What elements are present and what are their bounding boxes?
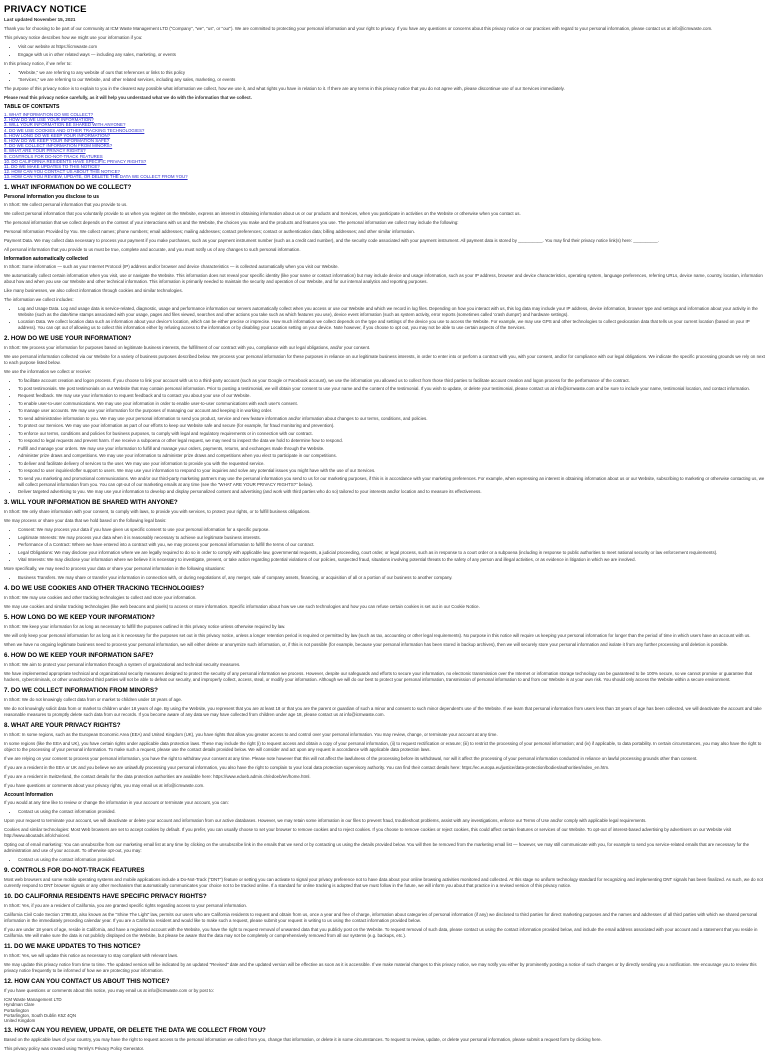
list-item: • "Services," we are referring to our Website, and other related services, including any sales, marketing, or events [18, 77, 766, 83]
subsection-heading: Personal information you disclose to us [4, 193, 100, 200]
intro-paragraph: The purpose of this privacy notice is to explain to you in the clearest way possible what information we collect, how we use it, and what rights you have in relation to it. If there are any terms in this privacy notice that you do not agree with, please discontinue use of our Services immediately. [4, 86, 565, 91]
list-item: • Performance of a Contract: Where we have entered into a contract with you, we may process your personal information to fulfill the terms of our contract. [18, 542, 766, 548]
paragraph: We automatically collect certain information when you visit, use or navigate the Website. This information does not reveal your specific identity (like your name or contact information) but may include device and usage information, such as your IP address, browser and device characteristics, operating system, language preferences, referring URLs, device name, country, location, information about how and when you use our Website and other technical information. This information is primarily needed to maintain the security and operation of our Website, and for our internal analytics and reporting purposes. [4, 272, 763, 284]
toc-link[interactable]: 6. HOW DO WE KEEP YOUR INFORMATION SAFE? [4, 138, 110, 144]
section-heading: 3. WILL YOUR INFORMATION BE SHARED WITH ANYONE? [4, 499, 178, 507]
address-line: Portarlington [4, 1007, 29, 1013]
toc-link[interactable]: 8. WHAT ARE YOUR PRIVACY RIGHTS? [4, 148, 86, 154]
paragraph: In Short: We keep your information for as long as necessary to fulfill the purposes outlined in this privacy notice unless otherwise required by law. [4, 624, 286, 630]
section-heading: 11. DO WE MAKE UPDATES TO THIS NOTICE? [4, 943, 141, 951]
section-heading: 5. HOW LONG DO WE KEEP YOUR INFORMATION? [4, 614, 155, 622]
toc-link[interactable]: 3. WILL YOUR INFORMATION BE SHARED WITH ANYONE? [4, 122, 126, 128]
paragraph: In Short: In some regions, such as the European Economic Area (EEA) and United Kingdom (UK), you have rights that allow you greater access to and control over your personal information. You may review, change, or terminate your account at any time. [4, 732, 498, 738]
list-item: • Legal Obligations: We may disclose your information where we are legally required to do so in order to comply with applicable law, governmental requests, a judicial proceeding, court order, or legal process, such as in response to a court order or a subpoena (including in response to public authorities to meet national security or law enforcement requirements). [18, 550, 766, 556]
paragraph: This privacy policy was created using Termly's Privacy Policy Generator. [4, 1046, 145, 1052]
paragraph: California Civil Code Section 1798.83, also known as the "Shine The Light" law, permits our users who are California residents to request and obtain from us, once a year and free of charge, information about categories of personal information (if any) we disclosed to third parties for direct marketing purposes and the names and addresses of all third parties with which we shared personal information in the immediately preceding calendar year. If you are a California resident and would like to make such a request, please submit your request in writing to us using the contact information provided below. [4, 912, 758, 924]
list-item: • Engage with us in other related ways — including any sales, marketing, or events [18, 52, 766, 58]
subsection-heading: Information automatically collected [4, 255, 88, 262]
toc-link[interactable]: 10. DO CALIFORNIA RESIDENTS HAVE SPECIFIC PRIVACY RIGHTS? [4, 158, 147, 164]
paragraph: All personal information that you provide to us must be true, complete and accurate, and you must notify us of any changes to such personal information. [4, 246, 301, 252]
paragraph: We may use cookies and similar tracking technologies (like web beacons and pixels) to access or store information. Specific information about how we use such technologies and how you can refuse certain cookies is set out in our Cookie Notice. [4, 604, 480, 610]
paragraph: We do not knowingly solicit data from or market to children under 18 years of age. By using the Website, you represent that you are at least 18 or that you are the parent or guardian of such a minor and consent to such minor dependent's use of the Website. If we learn that personal information from users less than 18 years of age has been collected, we will deactivate the account and take reasonable measures to promptly delete such data from our records. If you become aware of any data we may have collected from children under age 18, please contact us at info@icmwaste.com. [4, 706, 762, 718]
list-item: • Legitimate Interests: We may process your data when it is reasonably necessary to achieve our legitimate business interests. [18, 535, 766, 541]
section-heading: 9. CONTROLS FOR DO-NOT-TRACK FEATURES [4, 867, 145, 875]
intro-paragraph: This privacy notice describes how we might use your information if you: [4, 35, 143, 40]
paragraph: Opting out of email marketing: You can unsubscribe from our marketing email list at any time by clicking on the unsubscribe link in the emails that we send or by contacting us using the details provided below. You will then be removed from the marketing email list — however, we may still communicate with you, for example to send you service-related emails that are necessary for the administration and use of your account. To otherwise opt-out, you may: [4, 842, 750, 854]
list-item: • To enable user-to-user communications. We may use your information in order to enable user-to-user communications with each user's consent. [18, 401, 766, 407]
list-item: • Administer prize draws and competitions. We may use your information to administer prize draws and competitions when you elect to participate in our competitions. [18, 453, 766, 459]
list-item: • To deliver and facilitate delivery of services to the user. We may use your information to provide you with the requested service. [18, 461, 766, 467]
section-list [4, 575, 766, 581]
paragraph: In Short: We only share information with your consent, to comply with laws, to provide you with services, to protect your rights, or to fulfill business obligations. [4, 509, 311, 515]
list-item: • Consent: We may process your data if you have given us specific consent to use your personal information for a specific purpose. [18, 527, 766, 533]
list-item: • Deliver targeted advertising to you. We may use your information to develop and display personalized content and advertising (and work with third parties who do so) tailored to your interests and/or location and to measure its effectiveness. [18, 489, 766, 495]
paragraph: We will only keep your personal information for as long as it is necessary for the purposes set out in this privacy notice, unless a longer retention period is required or permitted by law (such as tax, accounting or other legal requirements). No purpose in this notice will require us keeping your personal information for longer than the period of time in which users have an account with us. [4, 633, 751, 639]
toc-link[interactable]: 2. HOW DO WE USE YOUR INFORMATION? [4, 117, 94, 123]
paragraph: We use the information we collect or receive: [4, 369, 92, 375]
address-line: Portarlington, South Dublin K5Z 4QN [4, 1012, 76, 1018]
paragraph: Payment Data. We may collect data necessary to process your payment if you make purchases, such as your payment instrument number (such as a credit card number), and the security code associated with your payment instrument. All payment data is stored by __________. You may find their privacy notice link(s) here: __________. [4, 237, 659, 243]
paragraph: We may update this privacy notice from time to time. The updated version will be indicated by an updated "Revised" date and the updated version will be effective as soon as it is accessible. If we make material changes to this privacy notice, we may notify you either by prominently posting a notice of such changes or by directly sending you a notification. We encourage you to review this privacy notice frequently to be informed of how we are protecting your information. [4, 962, 757, 974]
intro-paragraph: Thank you for choosing to be part of our community at ICM Waste Management LTD ("Company", "we", "us", or "our"). We are committed to protecting your personal information and your right to privacy. If you have any questions or concerns about this privacy notice or our practices with regard to your personal information, please contact us at info@icmwaste.com. [4, 26, 713, 31]
intro-list [4, 44, 766, 58]
paragraph: In Short: We process your information for purposes based on legitimate business interests, the fulfillment of our contract with you, compliance with our legal obligations, and/or your consent. [4, 345, 371, 351]
list-item: • Location Data. We collect location data such as information about your device's location, which can be either precise or imprecise. How much information we collect depends on the type and settings of the device you use to access the Website. For example, we may use GPS and other technologies to collect geolocation data that tells us your current location (based on your IP address). You can opt out of allowing us to collect this information either by refusing access to the information or by disabling your Location setting on your device. Note however, if you choose to opt out, you may not be able to use certain aspects of the Services. [18, 319, 766, 331]
paragraph: The personal information that we collect depends on the context of your interactions with us and the Website, the choices you make and the products and features you use. The personal information we collect may include the following: [4, 219, 459, 225]
paragraph: We use personal information collected via our Website for a variety of business purposes described below. We process your personal information for these purposes in reliance on our legitimate business interests, in order to enter into or perform a contract with you, with your consent, and/or for compliance with our legal obligations. We indicate the specific processing grounds we rely on next to each purpose listed below. [4, 354, 765, 366]
section-heading: 4. DO WE USE COOKIES AND OTHER TRACKING TECHNOLOGIES? [4, 585, 205, 593]
paragraph: We have implemented appropriate technical and organizational security measures designed to protect the security of any personal information we process. However, despite our safeguards and efforts to secure your information, no electronic transmission over the Internet or information storage technology can be guaranteed to be 100% secure, so we cannot promise or guarantee that hackers, cybercriminals, or other unauthorized third parties will not be able to defeat our security, and improperly collect, access, steal, or modify your information. Although we will do our best to protect your personal information, transmission of personal information to and from our Website is at your own risk. You should only access the Website within a secure environment. [4, 671, 753, 683]
list-item: • Contact us using the contact information provided. [18, 857, 766, 863]
list-item: • Business Transfers. We may share or transfer your information in connection with, or during negotiations of, any merger, sale of company assets, financing, or acquisition of all or a portion of our business to another company. [18, 575, 766, 581]
list-item: • To send you marketing and promotional communications. We and/or our third-party marketing partners may use the personal information you send to us for our marketing purposes, if this is in accordance with your marketing preferences. For example, when expressing an interest in obtaining information about us or our Website, subscribing to marketing or otherwise contacting us, we will collect personal information from you. You can opt-out of our marketing emails at any time (see the "WHAT ARE YOUR PRIVACY RIGHTS?" below). [18, 476, 766, 488]
list-item: • To post testimonials. We post testimonials on our Website that may contain personal information. Prior to posting a testimonial, we will obtain your consent to use your name and the content of the testimonial. If you wish to update, or delete your testimonial, please contact us at info@icmwaste.com and be sure to include your name, testimonial location, and contact information. [18, 386, 766, 392]
paragraph: In Short: Some information — such as your Internet Protocol (IP) address and/or browser and device characteristics — is collected automatically when you visit our Website. [4, 263, 339, 269]
paragraph: Upon your request to terminate your account, we will deactivate or delete your account and information from our active databases. However, we may retain some information in our files to prevent fraud, troubleshoot problems, assist with any investigations, enforce our Terms of Use and/or comply with applicable legal requirements. [4, 818, 647, 824]
paragraph: The information we collect includes: [4, 296, 74, 302]
address-line: Hyndman Clare [4, 1002, 35, 1008]
intro-list [4, 70, 766, 84]
list-item: • To facilitate account creation and logon process. If you choose to link your account with us to a third-party account (such as your Google or Facebook account), we use the information you allowed us to collect from those third parties to facilitate account creation and logon process for the performance of the contract. [18, 378, 766, 384]
intro-paragraph-bold: Please read this privacy notice carefully, as it will help you understand what we do with the information that we collect. [4, 95, 252, 100]
section-heading: 7. DO WE COLLECT INFORMATION FROM MINORS? [4, 687, 158, 695]
list-item: • To send administrative information to you. We may use your personal information to send you product, service and new feature information and/or information about changes to our terms, conditions, and policies. [18, 416, 766, 422]
paragraph: When we have no ongoing legitimate business need to process your personal information, we will either delete or anonymize such information, or, if this is not possible (for example, because your personal information has been stored in backup archives), then we will securely store your personal information and isolate it from any further processing until deletion is possible. [4, 642, 729, 648]
paragraph: We may process or share your data that we hold based on the following legal basis: [4, 518, 167, 524]
section-list [4, 378, 766, 495]
postal-address [4, 997, 766, 1023]
intro-paragraph: In this privacy notice, if we refer to: [4, 60, 72, 66]
list-item: • Request feedback. We may use your information to request feedback and to contact you about your use of our Website. [18, 393, 766, 399]
list-item: • To protect our Services. We may use your information as part of our efforts to keep our Website safe and secure (for example, for fraud monitoring and prevention). [18, 423, 766, 429]
section-heading: 13. HOW CAN YOU REVIEW, UPDATE, OR DELETE THE DATA WE COLLECT FROM YOU? [4, 1027, 266, 1035]
paragraph: In Short: Yes, if you are a resident of California, you are granted specific rights regarding access to your personal information. [4, 903, 248, 909]
paragraph: If you have questions or comments about your privacy rights, you may email us at info@icmwaste.com. [4, 783, 205, 789]
paragraph: More specifically, we may need to process your data or share your personal information in the following situations: [4, 566, 226, 572]
paragraph: In Short: We aim to protect your personal information through a system of organizational and technical security measures. [4, 662, 241, 668]
paragraph: In Short: We do not knowingly collect data from or market to children under 18 years of age. [4, 697, 183, 703]
paragraph: If you are a resident in the EEA or UK and you believe we are unlawfully processing your personal information, you also have the right to complain to your local data protection supervisory authority. You can find their contact details here: https://ec.europa.eu/justice/data-protection/bodies/authorities/index_en.htm. [4, 765, 610, 771]
last-updated: Last updated November 15, 2021 [4, 17, 76, 22]
list-item: • Log and Usage Data. Log and usage data is service-related, diagnostic, usage and performance information our servers automatically collect when you access or use our Website and which we record in log files. Depending on how you interact with us, this log data may include your IP address, device information, browser type and settings and information about your activity in the Website (such as the date/time stamps associated with your usage, pages and files viewed, searches and other actions you take such as which features you use), device event information (such as system activity, error reports (sometimes called 'crash dumps') and hardware settings). [18, 306, 766, 318]
paragraph: In Short: We collect personal information that you provide to us. [4, 201, 128, 207]
section-heading: 1. WHAT INFORMATION DO WE COLLECT? [4, 183, 132, 191]
paragraph: In Short: Yes, we will update this notice as necessary to stay compliant with relevant laws. [4, 953, 179, 959]
paragraph: Most web browsers and some mobile operating systems and mobile applications include a Do-Not-Track ("DNT") feature or setting you can activate to signal your privacy preference not to have data about your online browsing activities monitored and collected. At this stage no uniform technology standard for recognizing and implementing DNT signals has been finalized. As such, we do not currently respond to DNT browser signals or any other mechanism that automatically communicates your choice not to be tracked online. If a standard for online tracking is adopted that we must follow in the future, we will inform you about that practice in a revised version of this privacy notice. [4, 877, 763, 889]
section-list [4, 527, 766, 563]
list-item: • Visit our website at https://icmwaste.com [18, 44, 766, 50]
toc-link[interactable]: 9. CONTROLS FOR DO-NOT-TRACK FEATURES [4, 153, 103, 159]
paragraph: If you are under 18 years of age, reside in California, and have a registered account with the Website, you have the right to request removal of unwanted data that you publicly post on the Website. To request removal of such data, please contact us using the contact information provided below, and include the email address associated with your account and a statement that you reside in California. We will make sure the data is not publicly displayed on the Website, but please be aware that the data may not be completely or comprehensively removed from all our systems (e.g. backups, etc.). [4, 927, 758, 939]
paragraph: In Short: We may use cookies and other tracking technologies to collect and store your information. [4, 595, 197, 601]
list-item: • To respond to legal requests and prevent harm. If we receive a subpoena or other legal request, we may need to inspect the data we hold to determine how to respond. [18, 438, 766, 444]
paragraph: We collect personal information that you voluntarily provide to us when you register on the Website, express an interest in obtaining information about us or our products and Services, when you participate in activities on the Website or otherwise when you contact us. [4, 210, 521, 216]
paragraph: Based on the applicable laws of your country, you may have the right to request access to the personal information we collect from you, change that information, or delete it in some circumstances. To request to review, update, or delete your personal information, please submit a request form by clicking here. [4, 1037, 602, 1043]
list-item: • Contact us using the contact information provided. [18, 809, 766, 815]
subsection-heading: Account Information [4, 792, 53, 799]
list-item: • To respond to user inquiries/offer support to users. We may use your information to respond to your inquiries and solve any potential issues you might have with the use of our Services. [18, 468, 766, 474]
toc-link[interactable]: 4. DO WE USE COOKIES AND OTHER TRACKING TECHNOLOGIES? [4, 127, 145, 133]
toc-link[interactable]: 13. HOW CAN YOU REVIEW, UPDATE, OR DELETE THE DATA WE COLLECT FROM YOU? [4, 174, 188, 180]
paragraph: If you have questions or comments about this notice, you may email us at info@icmwaste.com or by post to: [4, 988, 214, 994]
page-title: PRIVACY NOTICE [4, 4, 87, 15]
section-heading: 10. DO CALIFORNIA RESIDENTS HAVE SPECIFIC PRIVACY RIGHTS? [4, 893, 207, 901]
paragraph: Cookies and similar technologies: Most Web browsers are set to accept cookies by default. If you prefer, you can usually choose to set your browser to remove cookies and to reject cookies. If you choose to remove cookies or reject cookies, this could affect certain features or services of our Website. To opt-out of interest-based advertising by advertisers on our Website visit http://www.aboutads.info/choices/. [4, 827, 732, 839]
table-of-contents [4, 112, 766, 180]
toc-title: TABLE OF CONTENTS [4, 104, 60, 110]
toc-link[interactable]: 7. DO WE COLLECT INFORMATION FROM MINORS? [4, 143, 113, 149]
paragraph: Personal Information Provided by You. We collect names; phone numbers; email addresses; mailing addresses; contact preferences; contact or authentication data; billing addresses; and other similar information. [4, 228, 415, 234]
list-item: • Fulfill and manage your orders. We may use your information to fulfill and manage your orders, payments, returns, and exchanges made through the Website. [18, 446, 766, 452]
toc-link[interactable]: 1. WHAT INFORMATION DO WE COLLECT? [4, 112, 94, 117]
section-heading: 12. HOW CAN YOU CONTACT US ABOUT THIS NOTICE? [4, 978, 170, 986]
section-list [4, 809, 766, 815]
list-item: • "Website," we are referring to any website of ours that references or links to this policy [18, 70, 766, 76]
address-line: United Kingdom [4, 1017, 36, 1023]
toc-link[interactable]: 5. HOW LONG DO WE KEEP YOUR INFORMATION? [4, 132, 111, 138]
list-item: • To manage user accounts. We may use your information for the purposes of managing our account and keeping it in working order. [18, 408, 766, 414]
section-heading: 6. HOW DO WE KEEP YOUR INFORMATION SAFE? [4, 652, 154, 660]
paragraph: Like many businesses, we also collect information through cookies and similar technologies. [4, 287, 183, 293]
paragraph: If you would at any time like to review or change the information in your account or terminate your account, you can: [4, 800, 229, 806]
paragraph: If we are relying on your consent to process your personal information, you have the right to withdraw your consent at any time. Please note however that this will not affect the lawfulness of the processing before its withdrawal, nor will it affect the processing of your personal information conducted in reliance on lawful processing grounds other than consent. [4, 756, 698, 762]
toc-link[interactable]: 12. HOW CAN YOU CONTACT US ABOUT THIS NOTICE? [4, 169, 120, 175]
list-item: • Vital Interests: We may disclose your information where we believe it is necessary to investigate, prevent, or take action regarding potential violations of our policies, suspected fraud, situations involving potential threats to the safety of any person and illegal activities, or as evidence in litigation in which we are involved. [18, 557, 766, 563]
section-heading: 8. WHAT ARE YOUR PRIVACY RIGHTS? [4, 722, 121, 730]
paragraph: If you are a resident in Switzerland, the contact details for the data protection authorities are available here: https://www.edoeb.admin.ch/edoeb/en/home.html. [4, 774, 311, 780]
section-list [4, 306, 766, 332]
section-list [4, 857, 766, 863]
address-line: ICM Waste Management LTD [4, 997, 62, 1003]
toc-link[interactable]: 11. DO WE MAKE UPDATES TO THIS NOTICE? [4, 164, 100, 170]
section-heading: 2. HOW DO WE USE YOUR INFORMATION? [4, 335, 132, 343]
paragraph: In some regions (like the EEA and UK), you have certain rights under applicable data protection laws. These may include the right (i) to request access and obtain a copy of your personal information, (ii) to request rectification or erasure; (iii) to restrict the processing of your personal information; and (iv) if applicable, to data portability. In certain circumstances, you may also have the right to object to the processing of your personal information. To make such a request, please use the contact details provided below. We will consider and act upon any request in accordance with applicable data protection laws. [4, 741, 762, 753]
list-item: • To enforce our terms, conditions and policies for business purposes, to comply with legal and regulatory requirements or in connection with our contract. [18, 431, 766, 437]
